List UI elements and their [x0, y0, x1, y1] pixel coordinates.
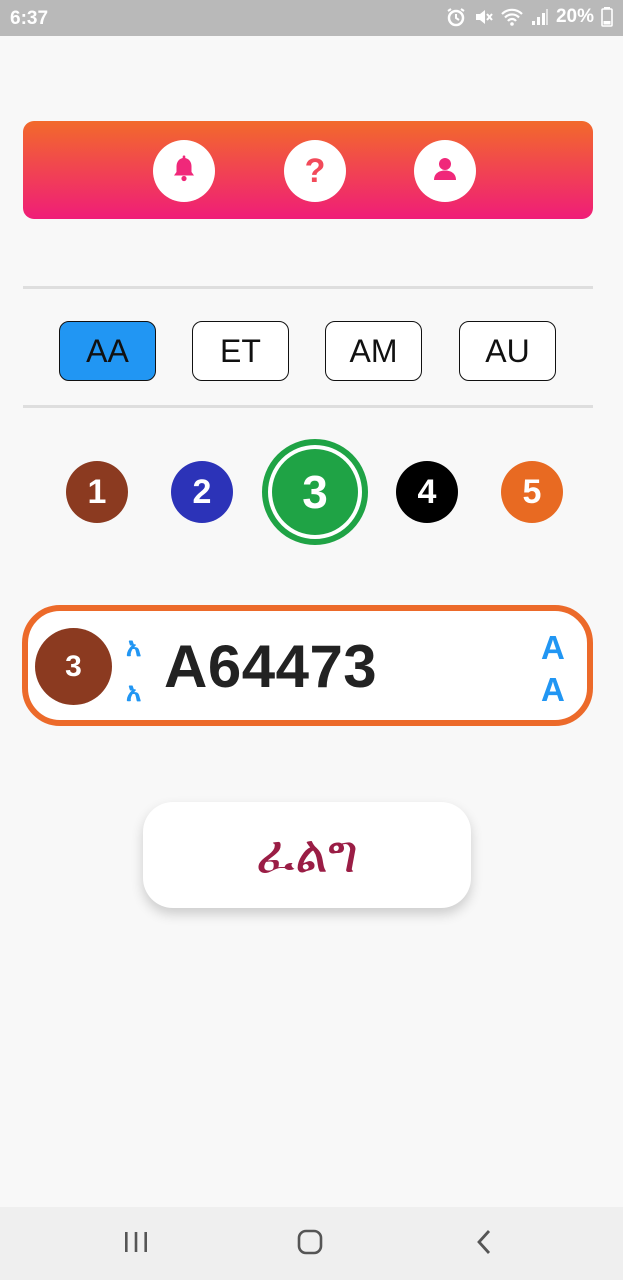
mute-icon: [473, 7, 493, 27]
header-bar: [23, 121, 593, 219]
wifi-icon: [500, 7, 524, 27]
status-icons: [446, 6, 613, 28]
status-bar: [0, 0, 623, 36]
help-button[interactable]: [284, 140, 346, 202]
plate-display: [22, 605, 593, 726]
plate-code-badge: 3: [35, 628, 112, 705]
plate-region-latin-top: A: [541, 629, 565, 666]
status-time: 6:37: [10, 8, 49, 29]
battery-icon: [601, 7, 613, 27]
code-3-button[interactable]: 3: [272, 449, 358, 535]
region-aa-button[interactable]: AA: [59, 321, 156, 381]
alarm-icon: [446, 7, 466, 27]
code-4-button[interactable]: 4: [396, 461, 458, 523]
code-5-button[interactable]: 5: [501, 461, 563, 523]
region-am-button[interactable]: AM: [325, 321, 422, 381]
back-button[interactable]: [464, 1229, 504, 1259]
profile-icon: [430, 154, 460, 189]
back-icon: [474, 1229, 494, 1260]
plate-number: A64473: [164, 633, 378, 700]
plate-region-ethiopic-bottom: አ: [126, 678, 142, 708]
profile-button[interactable]: [414, 140, 476, 202]
search-button[interactable]: ፈልግ: [143, 802, 471, 908]
region-et-button[interactable]: ET: [192, 321, 289, 381]
plate-region-latin-bottom: A: [541, 671, 565, 708]
home-button[interactable]: [290, 1229, 330, 1259]
recent-apps-icon: [123, 1230, 149, 1259]
recent-apps-button[interactable]: [116, 1229, 156, 1259]
signal-icon: [531, 8, 549, 26]
notifications-button[interactable]: [153, 140, 215, 202]
battery-percent: 20%: [555, 6, 594, 27]
code-1-button[interactable]: 1: [66, 461, 128, 523]
bell-icon: [169, 154, 199, 189]
code-2-button[interactable]: 2: [171, 461, 233, 523]
region-au-button[interactable]: AU: [459, 321, 556, 381]
system-nav-bar: [0, 1207, 623, 1280]
divider-top: [23, 286, 593, 289]
help-icon: ?: [304, 152, 326, 190]
divider-bottom: [23, 405, 593, 408]
plate-region-ethiopic-top: አ: [126, 633, 142, 663]
home-icon: [297, 1229, 323, 1260]
